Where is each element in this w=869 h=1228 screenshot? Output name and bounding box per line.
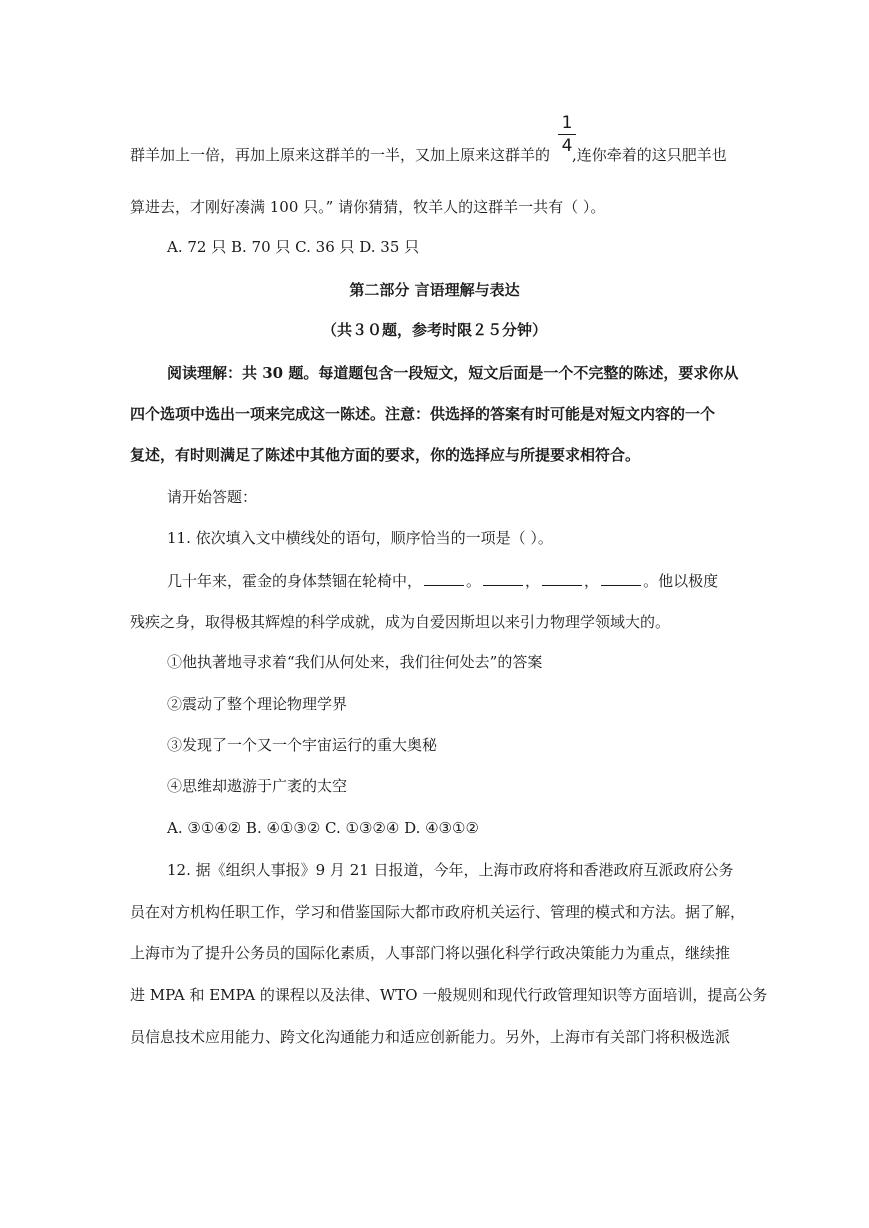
section-title: 第二部分 言语理解与表达 (349, 281, 520, 299)
fill-blank-3 (542, 571, 582, 586)
instructions-line-1: 阅读理解：共 30 题。每道题包含一段短文，短文后面是一个不完整的陈述，要求你从 (167, 364, 739, 382)
fill-blank-2 (483, 571, 523, 586)
q12-line-3: 上海市为了提升公务员的国际化素质，人事部门将以强化科学行政决策能力为重点，继续推 (130, 944, 731, 962)
q11-item-2: ②震动了整个理论物理学界 (167, 695, 348, 713)
q10-line-1 (130, 145, 750, 165)
q12-line-1: 12. 据《组织人事报》9 月 21 日报道，今年，上海市政府将和香港政府互派政府公务 (167, 861, 734, 879)
q10-line-1-tail: ,连你牵着的这只肥羊也 (572, 146, 727, 164)
fill-blank-1 (424, 571, 464, 586)
q11-sep-3: ， (584, 572, 600, 590)
q12-line-4: 进 MPA 和 EMPA 的课程以及法律、WTO 一般规则和现代行政管理知识等方面培训，提高公务 (130, 986, 768, 1004)
q11-stem: 11. 依次填入文中横线处的语句，顺序恰当的一项是（ ）。 (167, 529, 553, 547)
q11-item-3: ③发现了一个又一个宇宙运行的重大奥秘 (167, 736, 438, 754)
q12-line-5: 员信息技术应用能力、跨文化沟通能力和适应创新能力。另外，上海市有关部门将积极选派 (130, 1028, 731, 1046)
q11-passage-end: 。他以极度 (643, 572, 719, 590)
start-answering: 请开始答题： (167, 488, 258, 506)
fill-blank-4 (601, 571, 641, 586)
section-subtitle: （共３０题，参考时限２５分钟） (321, 321, 547, 339)
q11-passage-line-1 (167, 571, 787, 591)
q10-options: A. 72 只 B. 70 只 C. 36 只 D. 35 只 (167, 238, 420, 256)
instructions-line-2: 四个选项中选出一项来完成这一陈述。注意：供选择的答案有时可能是对短文内容的一个 (130, 405, 716, 423)
q11-sep-1: 。 (466, 572, 482, 590)
instructions-line-3: 复述，有时则满足了陈述中其他方面的要求，你的选择应与所提要求相符合。 (130, 446, 641, 464)
q10-line-2: 算进去，才刚好凑满 100 只。” 请你猜猜，牧羊人的这群羊一共有（ ）。 (130, 198, 606, 216)
fraction-numerator: 1 (561, 113, 573, 133)
fraction-bar (558, 134, 576, 135)
q11-sep-2: ， (525, 572, 541, 590)
q10-line-1-text: 群羊加上一倍，再加上原来这群羊的一半，又加上原来这群羊的 (130, 146, 551, 164)
q11-passage-start: 几十年来，霍金的身体禁锢在轮椅中， (167, 572, 423, 590)
q11-item-4: ④思维却遨游于广袤的太空 (167, 777, 348, 795)
q12-line-2: 员在对方机构任职工作，学习和借鉴国际大都市政府机关运行、管理的模式和方法。据了解， (130, 903, 746, 921)
fraction-denominator: 4 (561, 136, 573, 156)
q11-options: A. ③①④② B. ④①③② C. ①③②④ D. ④③①② (167, 819, 479, 837)
q11-item-1: ①他执著地寻求着“我们从何处来，我们往何处去”的答案 (167, 653, 543, 671)
q11-passage-line-2: 残疾之身，取得极其辉煌的科学成就，成为自爱因斯坦以来引力物理学领域大的。 (130, 613, 671, 631)
